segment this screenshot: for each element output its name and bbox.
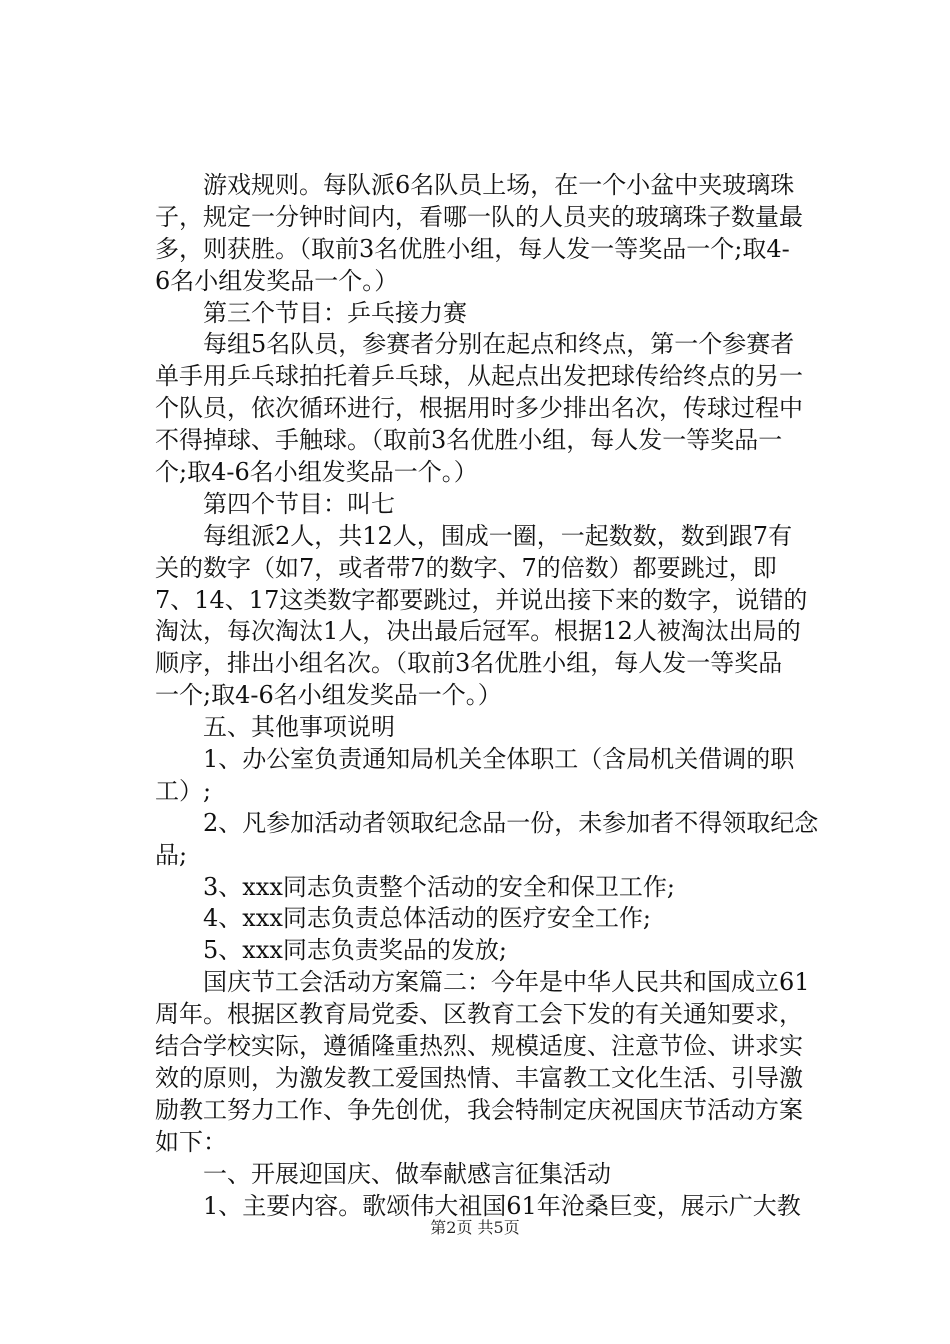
text-line: 1、主要内容。歌颂伟大祖国61年沧桑巨变，展示广大教 xyxy=(155,1191,801,1220)
text-line: 多，则获胜。（取前3名优胜小组，每人发一等奖品一个;取4- xyxy=(155,234,790,263)
text-line: 顺序，排出小组名次。（取前3名优胜小组，每人发一等奖品 xyxy=(155,649,783,678)
text-line: 个队员，依次循环进行，根据用时多少排出名次，传球过程中 xyxy=(155,394,803,423)
text-line: 励教工努力工作、争先创优，我会特制定庆祝国庆节活动方案 xyxy=(155,1095,803,1124)
text-line: 每组5名队员，参赛者分别在起点和终点，第一个参赛者 xyxy=(155,330,795,359)
text-line: 工）; xyxy=(155,776,212,805)
text-line: 个;取4-6名小组发奖品一个。） xyxy=(155,458,478,487)
page-footer: 第2页 共5页 xyxy=(430,1218,520,1237)
text-line: 5、xxx同志负责奖品的发放; xyxy=(155,936,507,965)
text-line: 周年。根据区教育局党委、区教育工会下发的有关通知要求， xyxy=(155,1000,803,1029)
text-line: 一个;取4-6名小组发奖品一个。） xyxy=(155,681,502,710)
text-line: 6名小组发奖品一个。） xyxy=(155,266,399,295)
text-line: 1、办公室负责通知局机关全体职工（含局机关借调的职 xyxy=(155,745,795,774)
text-line: 国庆节工会活动方案篇二：今年是中华人民共和国成立61 xyxy=(155,968,810,997)
text-line: 3、xxx同志负责整个活动的安全和保卫工作; xyxy=(155,872,675,901)
text-line: 每组派2人，共12人，围成一圈，一起数数，数到跟7有 xyxy=(155,521,793,550)
text-line: 效的原则，为激发教工爱国热情、丰富教工文化生活、引导激 xyxy=(155,1063,803,1092)
text-line: 不得掉球、手触球。（取前3名优胜小组，每人发一等奖品一 xyxy=(155,426,783,455)
text-line: 淘汰，每次淘汰1人，决出最后冠军。根据12人被淘汰出局的 xyxy=(155,617,801,646)
text-line: 结合学校实际，遵循隆重热烈、规模适度、注意节俭、讲求实 xyxy=(155,1032,803,1061)
text-line: 品; xyxy=(155,840,188,869)
text-line: 第三个节目：乒乓接力赛 xyxy=(155,298,467,327)
text-line: 第四个节目：叫七 xyxy=(155,489,395,518)
text-line: 一、开展迎国庆、做奉献感言征集活动 xyxy=(155,1159,611,1188)
text-line: 单手用乒乓球拍托着乒乓球，从起点出发把球传给终点的另一 xyxy=(155,362,803,391)
text-line: 2、凡参加活动者领取纪念品一份，未参加者不得领取纪念 xyxy=(155,808,819,837)
text-line: 如下： xyxy=(155,1127,227,1156)
text-line: 4、xxx同志负责总体活动的医疗安全工作; xyxy=(155,904,651,933)
text-line: 7、14、17这类数字都要跳过，并说出接下来的数字，说错的 xyxy=(155,585,808,614)
text-line: 五、其他事项说明 xyxy=(155,713,395,742)
text-line: 游戏规则。每队派6名队员上场，在一个小盆中夹玻璃珠 xyxy=(155,171,795,199)
text-line: 子，规定一分钟时间内，看哪一队的人员夹的玻璃珠子数量最 xyxy=(155,202,803,231)
document-body xyxy=(155,170,837,1222)
text-line: 关的数字（如7，或者带7的数字、7的倍数）都要跳过，即 xyxy=(155,553,777,582)
